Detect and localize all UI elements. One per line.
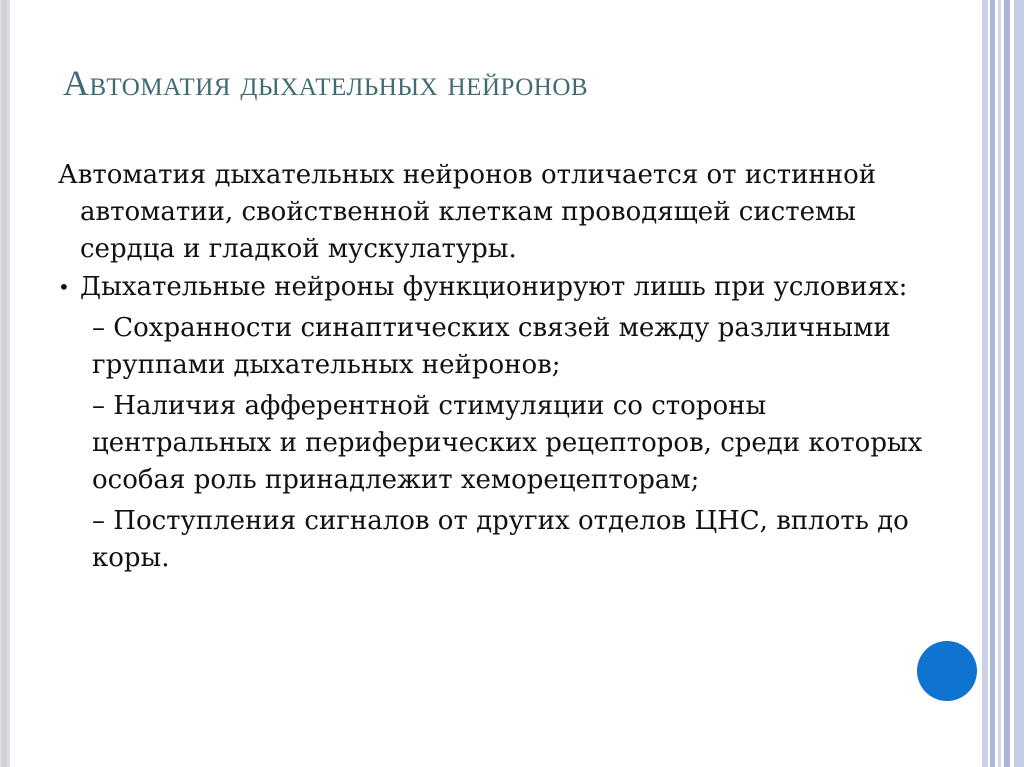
sub-item (58, 310, 938, 384)
left-frame-border (0, 0, 10, 767)
decorative-circle-icon (917, 641, 977, 701)
sub-item-text: – Сохранности синаптических связей между различными группами дыхательных нейронов; (92, 313, 891, 380)
bullet-item (58, 269, 938, 306)
sub-item-text: – Наличия афферентной стимуляции со стороны центральных и периферических рецепторов, среди которых особая роль принадлежит хеморецепторам; (92, 391, 923, 495)
bullet-text: Дыхательные нейроны функционируют лишь при условиях: (80, 272, 908, 302)
frame-stripe (1004, 0, 1010, 767)
slide-title: Автоматия дыхательных нейронов (63, 63, 589, 103)
sub-item-text: – Поступления сигналов от других отделов ЦНС, вплоть до коры. (92, 506, 909, 573)
frame-stripe (998, 0, 1001, 767)
sub-item (58, 388, 938, 499)
frame-stripe (1014, 0, 1024, 767)
slide-body (58, 157, 938, 577)
right-frame-stripes (982, 0, 1024, 767)
intro-paragraph: Автоматия дыхательных нейронов отличается от истинной автоматии, свойственной клеткам проводящей системы сердца и гладкой мускулатуры. (58, 160, 877, 264)
frame-stripe (982, 0, 988, 767)
sub-item (58, 503, 938, 577)
frame-stripe (990, 0, 995, 767)
bullet-dot-icon: • (58, 275, 70, 299)
